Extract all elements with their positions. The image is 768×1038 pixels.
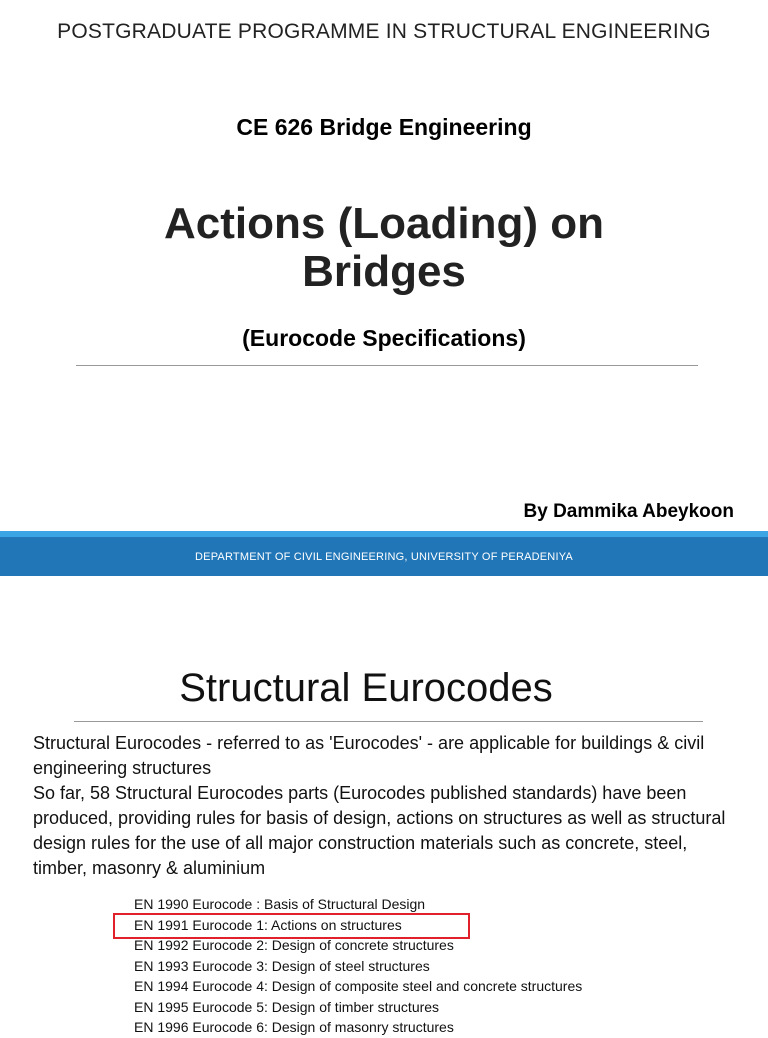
list-item — [134, 1017, 582, 1038]
title-divider — [76, 365, 698, 366]
list-item — [134, 976, 582, 997]
footer-band — [0, 537, 768, 576]
code-description: Actions on structures — [271, 916, 402, 933]
code-number: EN 1995 Eurocode 5: — [134, 998, 268, 1015]
parts-paragraph: So far, 58 Structural Eurocodes parts (Eurocodes published standards) have been produced, providing rules for basis of design, actions on structures as well as structural design rules for the use of all major construction materials such as concrete, steel, timber, masonry & aluminium — [33, 783, 726, 878]
code-description: Design of steel structures — [271, 957, 430, 974]
list-item — [134, 997, 582, 1018]
programme-heading: POSTGRADUATE PROGRAMME IN STRUCTURAL ENGINEERING — [57, 20, 711, 43]
course-title: CE 626 Bridge Engineering — [236, 114, 532, 140]
list-item — [134, 894, 582, 915]
code-number: EN 1990 Eurocode : — [134, 896, 261, 912]
code-number: EN 1991 Eurocode 1: — [134, 916, 268, 933]
footer-department: DEPARTMENT OF CIVIL ENGINEERING, UNIVERSITY OF PERADENIYA — [195, 550, 573, 563]
presentation-title: Actions (Loading) on Bridges — [164, 199, 604, 296]
slide-title-divider — [74, 721, 703, 722]
content-slide — [0, 576, 768, 1035]
highlight-box — [113, 913, 470, 939]
code-number: EN 1992 Eurocode 2: — [134, 937, 268, 953]
code-description: Design of timber structures — [271, 998, 440, 1015]
code-description: Design of masonry structures — [271, 1019, 454, 1035]
code-number: EN 1993 Eurocode 3: — [134, 957, 268, 974]
code-number: EN 1994 Eurocode 4: — [134, 978, 268, 994]
author-name: By Dammika Abeykoon — [523, 501, 734, 522]
slide-title: Structural Eurocodes — [179, 666, 553, 710]
list-item — [134, 956, 582, 977]
code-description: Design of composite steel and concrete structures — [271, 978, 583, 994]
intro-paragraph: Structural Eurocodes - referred to as 'Eurocodes' - are applicable for buildings & civil engineering structures — [33, 733, 705, 778]
code-description: Design of concrete structures — [271, 937, 454, 953]
presentation-subtitle: (Eurocode Specifications) — [242, 325, 526, 351]
code-number: EN 1996 Eurocode 6: — [134, 1019, 268, 1035]
code-description: Basis of Structural Design — [263, 896, 426, 912]
